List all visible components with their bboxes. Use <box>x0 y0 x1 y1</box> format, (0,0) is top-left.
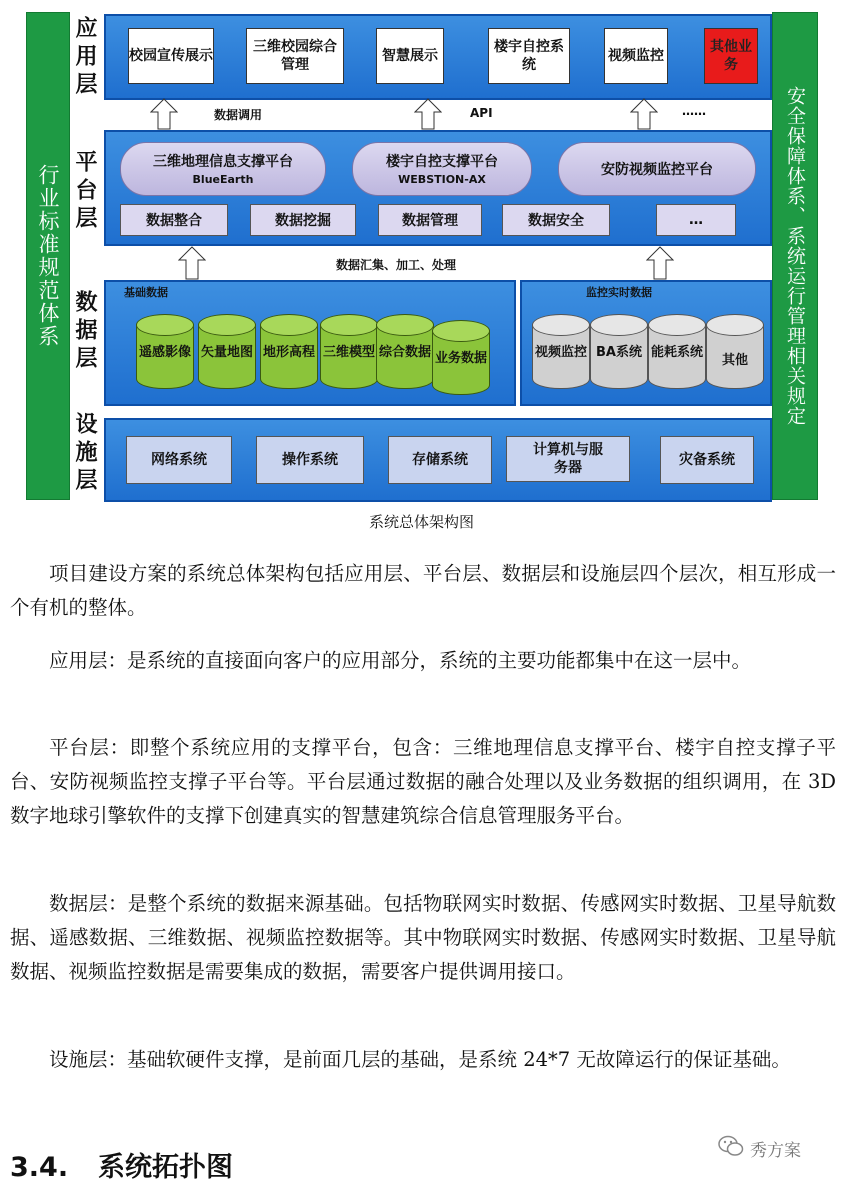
app-item: 校园宣传展示 <box>128 28 214 84</box>
platform-item: 数据管理 <box>378 204 482 236</box>
database-icon: 地形高程 <box>260 314 318 398</box>
up-arrow-icon <box>178 246 204 280</box>
database-icon: BA系统 <box>590 314 648 398</box>
layer-label-infra: 设施层 <box>72 412 97 496</box>
paragraph: 数据层：是整个系统的数据来源基础。包括物联网实时数据、传感网实时数据、卫星导航数据、遥感数据、三维数据、视频监控数据等。其中物联网实时数据、传感网实时数据、卫星导航数据、视频监控数据是需要集成的数据，需要客户提供调用接口。 <box>10 892 836 983</box>
database-icon: 遥感影像 <box>136 314 194 398</box>
platform-layer-band <box>104 130 772 246</box>
panel-title: 监控实时数据 <box>586 286 652 299</box>
wechat-icon <box>718 1135 744 1162</box>
monitor-data-panel <box>520 280 772 406</box>
platform-item: … <box>656 204 736 236</box>
right-sidebar: 安全保障体系、系统运行管理相关规定 <box>772 12 818 500</box>
section-heading <box>10 1145 233 1184</box>
figure-caption: 系统总体架构图 <box>368 513 474 531</box>
platform-pill: 安防视频监控平台 <box>558 142 756 196</box>
app-layer-band <box>104 14 772 100</box>
layer-label-app: 应用层 <box>72 16 97 100</box>
infra-item: 存储系统 <box>388 436 492 484</box>
platform-pill: 楼宇自控支撑平台 WEBSTION-AX <box>352 142 532 196</box>
database-icon: 视频监控 <box>532 314 590 398</box>
section-title: 系统拓扑图 <box>98 1152 233 1183</box>
app-item-other: 其他业务 <box>704 28 758 84</box>
database-icon: 业务数据 <box>432 320 490 404</box>
database-icon: 综合数据 <box>376 314 434 398</box>
infra-item: 操作系统 <box>256 436 364 484</box>
base-data-panel <box>104 280 516 406</box>
app-item: 智慧展示 <box>376 28 444 84</box>
platform-pill: 三维地理信息支撑平台 BlueEarth <box>120 142 326 196</box>
database-icon: 其他 <box>706 314 764 398</box>
app-item: 视频监控 <box>604 28 668 84</box>
connector-label: 数据汇集、加工、处理 <box>336 258 457 272</box>
connector-label: API <box>470 106 493 120</box>
platform-item: 数据整合 <box>120 204 228 236</box>
paragraph: 应用层：是系统的直接面向客户的应用部分，系统的主要功能都集中在这一层中。 <box>49 649 752 672</box>
connector-label: …… <box>682 104 706 118</box>
layer-label-platform: 平台层 <box>72 150 97 234</box>
section-number: 3.4. <box>10 1152 69 1183</box>
left-sidebar: 行业标准规范体系 <box>26 12 70 500</box>
infra-item: 网络系统 <box>126 436 232 484</box>
database-icon: 矢量地图 <box>198 314 256 398</box>
paragraph: 平台层：即整个系统应用的支撑平台，包含：三维地理信息支撑平台、楼宇自控支撑子平台、安防视频监控支撑子平台等。平台层通过数据的融合处理以及业务数据的组织调用，在 3D 数字地球引擎软件的支撑下创建真实的智慧建筑综合信息管理服务平台。 <box>10 736 836 827</box>
database-icon: 三维模型 <box>320 314 378 398</box>
paragraph: 项目建设方案的系统总体架构包括应用层、平台层、数据层和设施层四个层次，相互形成一个有机的整体。 <box>10 562 836 619</box>
infra-item: 计算机与服务器 <box>506 436 630 482</box>
up-arrow-icon <box>630 98 656 130</box>
up-arrow-icon <box>646 246 672 280</box>
database-icon: 能耗系统 <box>648 314 706 398</box>
platform-item: 数据挖掘 <box>250 204 356 236</box>
connector-label: 数据调用 <box>214 108 263 122</box>
app-item: 楼宇自控系统 <box>488 28 570 84</box>
app-item: 三维校园综合管理 <box>246 28 344 84</box>
panel-title: 基础数据 <box>124 286 168 299</box>
up-arrow-icon <box>150 98 176 130</box>
infra-item: 灾备系统 <box>660 436 754 484</box>
layer-label-data: 数据层 <box>72 290 97 374</box>
platform-item: 数据安全 <box>502 204 610 236</box>
architecture-diagram <box>26 12 816 500</box>
watermark: 秀方案 <box>718 1135 801 1162</box>
infra-layer-band <box>104 418 772 502</box>
up-arrow-icon <box>414 98 440 130</box>
paragraph: 设施层：基础软硬件支撑，是前面几层的基础，是系统 24*7 无故障运行的保证基础。 <box>49 1048 791 1071</box>
